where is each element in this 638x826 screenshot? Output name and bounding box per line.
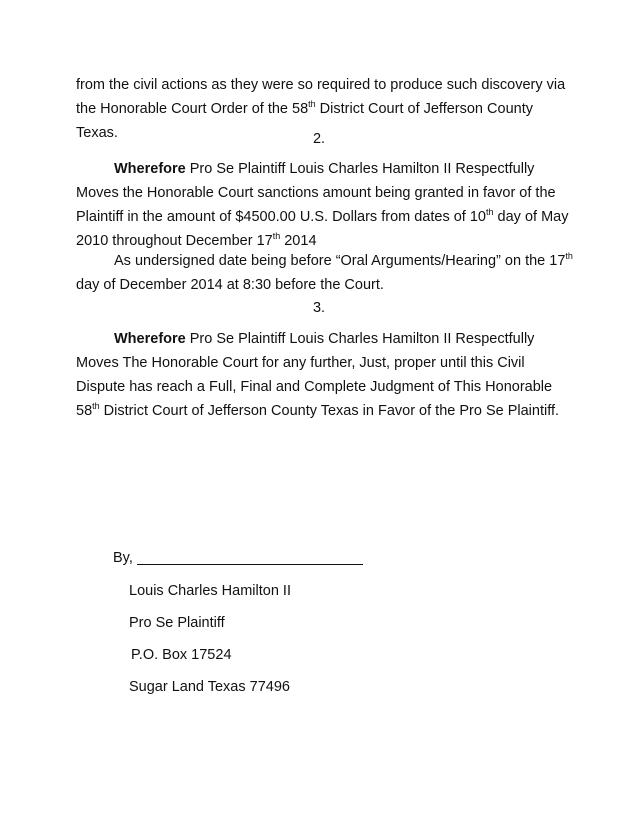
ordinal-suffix: th	[308, 99, 316, 109]
paragraph-text: District Court of Jefferson County Texas.	[76, 101, 533, 141]
paragraph-hearing	[76, 249, 576, 297]
wherefore-label: Wherefore	[114, 161, 186, 177]
ordinal-suffix: th	[272, 231, 281, 241]
paragraph-text: from the civil actions as they were so required to produce such discovery via the Honorable Court Order of the 58	[76, 77, 566, 117]
paragraph-text: As undersigned date being before “Oral Arguments/Hearing” on the 17	[114, 253, 566, 269]
paragraph-text: Pro Se Plaintiff Louis Charles Hamilton II Respectfully Moves The Honorable Court for any further, Just, proper until this Civil Dispute has reach a Full, Final and Complete Judgment of This Honorable 58	[76, 331, 553, 419]
by-label: By,	[113, 550, 133, 566]
ordinal-suffix: th	[486, 207, 494, 217]
signer-po-box: P.O. Box 17524	[131, 647, 232, 663]
section-number-3: 3.	[312, 300, 326, 316]
paragraph-text: day of May 2010 throughout December 17	[76, 209, 569, 249]
paragraph-text: Pro Se Plaintiff Louis Charles Hamilton II Respectfully Moves the Honorable Court sanctions amount being granted in favor of the Plaintiff in the amount of $4500.00 U.S. Dollars from dates of 10	[76, 161, 556, 225]
paragraph-text: District Court of Jefferson County Texas in Favor of the Pro Se Plaintiff.	[99, 403, 560, 419]
ordinal-suffix: th	[92, 401, 100, 411]
signer-city-state-zip: Sugar Land Texas 77496	[129, 679, 290, 695]
wherefore-label: Wherefore	[114, 331, 186, 347]
signer-title: Pro Se Plaintiff	[129, 615, 225, 631]
signature-line[interactable]	[137, 549, 363, 565]
paragraph-text: day of December 2014 at 8:30 before the Court.	[76, 277, 384, 293]
paragraph-judgment	[76, 327, 576, 423]
paragraph-sanctions	[76, 157, 576, 253]
signer-name: Louis Charles Hamilton II	[129, 583, 291, 599]
paragraph-text: 2014	[280, 233, 317, 249]
section-number-2: 2.	[312, 131, 326, 147]
ordinal-suffix: th	[565, 251, 573, 261]
signature-by-line	[113, 548, 363, 568]
